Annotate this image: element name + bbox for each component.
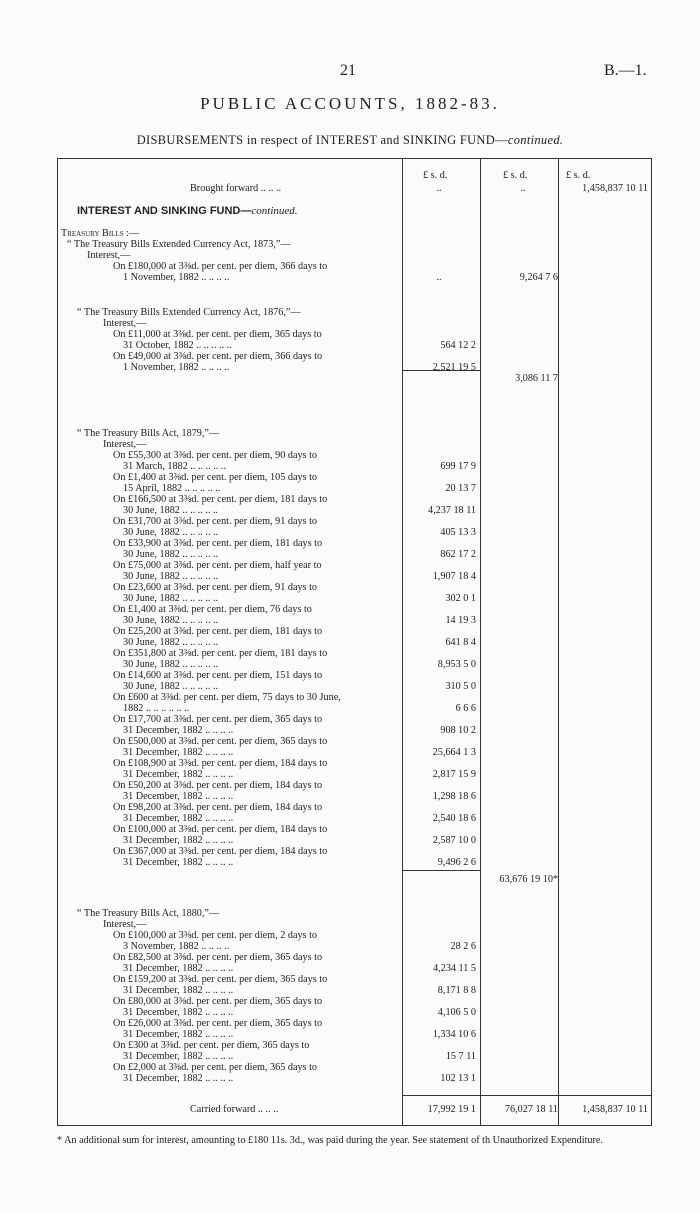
amount-c1: 9,496 2 6 [437, 857, 476, 868]
entry-line: On £2,000 at 3⅜d. per cent. per diem, 365 days to [113, 1062, 317, 1073]
entry-line: 30 June, 1882 .. .. .. .. .. [123, 549, 219, 560]
entry-line: “ The Treasury Bills Act, 1879,”— [77, 428, 220, 439]
footnote: * An additional sum for interest, amounting to £180 11s. 3d., was paid during the year. See statement of th Unauthorized Expenditure. [57, 1135, 603, 1146]
entry-line: 30 June, 1882 .. .. .. .. .. [123, 681, 219, 692]
entry-line: On £180,000 at 3⅜d. per cent. per diem, 366 days to [113, 261, 328, 272]
amount-c1: 14 19 3 [445, 615, 476, 626]
entry-line: On £49,000 at 3⅜d. per cent. per diem, 366 days to [113, 351, 323, 362]
amount-c1: 302 0 1 [445, 593, 476, 604]
entry-line: On £82,500 at 3⅜d. per cent. per diem, 365 days to [113, 952, 323, 963]
entry-line: 30 June, 1882 .. .. .. .. .. [123, 593, 219, 604]
entry-line: On £300 at 3⅜d. per cent. per diem, 365 days to [113, 1040, 310, 1051]
amount-c2: 9,264 7 6 [519, 272, 558, 283]
amount-c1: 862 17 2 [440, 549, 476, 560]
amount-c1: 699 17 9 [440, 461, 476, 472]
entry-line: 3 November, 1882 .. .. .. .. [123, 941, 230, 952]
entry-line: 30 June, 1882 .. .. .. .. .. [123, 527, 219, 538]
carried-forward-col1: 17,992 19 1 [427, 1104, 476, 1115]
amount-c1: 2,817 15 9 [432, 769, 476, 780]
page-subtitle [0, 133, 700, 148]
entry-line: 30 June, 1882 .. .. .. .. .. [123, 615, 219, 626]
entry-line: On £31,700 at 3⅜d. per cent. per diem, 91 days to [113, 516, 317, 527]
entry-line: 31 December, 1882 .. .. .. .. [123, 1007, 234, 1018]
entry-line: 31 December, 1882 .. .. .. .. [123, 1073, 234, 1084]
entry-line: 31 December, 1882 .. .. .. .. [123, 1029, 234, 1040]
entry-line: On £55,300 at 3⅜d. per cent. per diem, 90 days to [113, 450, 317, 461]
amount-c1: 405 13 3 [440, 527, 476, 538]
amount-c1: .. [436, 272, 442, 283]
amount-c1: 310 5 0 [445, 681, 476, 692]
amount-c1: 6 6 6 [455, 703, 476, 714]
amount-c1: 102 13 1 [440, 1073, 476, 1084]
entry-line: 30 June, 1882 .. .. .. .. .. [123, 571, 219, 582]
entry-line: On £367,000 at 3⅜d. per cent. per diem, 184 days to [113, 846, 328, 857]
carried-forward-label: Carried forward .. .. .. [190, 1104, 279, 1115]
amount-c2: 3,086 11 7 [515, 373, 558, 384]
entry-line: On £1,400 at 3⅜d. per cent. per diem, 105 days to [113, 472, 317, 483]
subtitle-continued: continued. [507, 133, 564, 147]
entry-line: On £159,200 at 3⅜d. per cent. per diem, 365 days to [113, 974, 328, 985]
entry-line: Interest,— [103, 439, 147, 450]
entry-line: On £17,700 at 3⅜d. per cent. per diem, 365 days to [113, 714, 323, 725]
entry-line: On £351,800 at 3⅜d. per cent. per diem, 181 days to [113, 648, 328, 659]
amount-c1: 2,540 18 6 [432, 813, 476, 824]
amount-c1: 2,587 10 0 [432, 835, 476, 846]
section-heading-continued: continued. [251, 205, 298, 217]
amount-c1: 1,298 18 6 [432, 791, 476, 802]
amount-c1: 2,521 19 5 [432, 362, 476, 373]
total-rule [402, 1095, 652, 1096]
column-rule-3 [558, 158, 559, 1126]
entry-line: Interest,— [103, 318, 147, 329]
amount-c1: 4,237 18 11 [427, 505, 476, 516]
entry-line: On £500,000 at 3⅜d. per cent. per diem, 365 days to [113, 736, 328, 747]
amount-c1: 4,106 5 0 [437, 1007, 476, 1018]
entry-line: 31 March, 1882 .. .. .. .. .. [123, 461, 226, 472]
column-header-1: £ s. d. [423, 170, 448, 181]
entry-line: 1 November, 1882 .. .. .. .. [123, 272, 230, 283]
entry-line: On £100,000 at 3⅜d. per cent. per diem, 2 days to [113, 930, 317, 941]
entry-line: 31 December, 1882 .. .. .. .. [123, 1051, 234, 1062]
entry-line: On £14,600 at 3⅜d. per cent. per diem, 151 days to [113, 670, 323, 681]
amount-c1: 25,664 1 3 [432, 747, 476, 758]
entry-line: On £50,200 at 3⅜d. per cent. per diem, 184 days to [113, 780, 323, 791]
page-number: 21 [340, 62, 356, 79]
entry-line: 15 April, 1882 .. .. .. .. .. [123, 483, 221, 494]
amount-c1: 1,334 10 6 [432, 1029, 476, 1040]
amount-c1: 28 2 6 [450, 941, 476, 952]
page-title: PUBLIC ACCOUNTS, 1882-83. [200, 94, 500, 113]
column-header-3: £ s. d. [566, 170, 591, 181]
amount-c1: 908 10 2 [440, 725, 476, 736]
amount-c1: 8,953 5 0 [437, 659, 476, 670]
amount-c1: 20 13 7 [445, 483, 476, 494]
entry-line: 30 June, 1882 .. .. .. .. .. [123, 659, 219, 670]
entry-line: 31 December, 1882 .. .. .. .. [123, 725, 234, 736]
entry-line: On £26,000 at 3⅜d. per cent. per diem, 365 days to [113, 1018, 323, 1029]
entry-line: On £108,900 at 3⅜d. per cent. per diem, 184 days to [113, 758, 328, 769]
entry-line: Treasury Bills :— [61, 228, 140, 239]
entry-line: Interest,— [87, 250, 131, 261]
entry-line: 1882 .. .. .. .. .. .. [123, 703, 190, 714]
carried-forward-col3: 1,458,837 10 11 [582, 1104, 648, 1115]
amount-c1: 15 7 11 [445, 1051, 476, 1062]
amount-c1: 8,171 8 8 [437, 985, 476, 996]
description-column [57, 158, 402, 1126]
subtotal-rule [402, 870, 480, 871]
subtitle-main: DISBURSEMENTS in respect of INTEREST and SINKING FUND— [136, 133, 508, 147]
brought-forward-col2: .. [520, 183, 526, 194]
entry-line: 31 December, 1882 .. .. .. .. [123, 791, 234, 802]
entry-line: 31 December, 1882 .. .. .. .. [123, 835, 234, 846]
entry-line: On £11,000 at 3⅜d. per cent. per diem, 365 days to [113, 329, 322, 340]
entry-line: “ The Treasury Bills Act, 1880,”— [77, 908, 220, 919]
entry-line: 30 June, 1882 .. .. .. .. .. [123, 637, 219, 648]
entry-line: On £98,200 at 3⅜d. per cent. per diem, 184 days to [113, 802, 323, 813]
amount-c1: 4,234 11 5 [433, 963, 476, 974]
entry-line: 31 December, 1882 .. .. .. .. [123, 963, 234, 974]
entry-line: 31 December, 1882 .. .. .. .. [123, 747, 234, 758]
entry-line: 31 December, 1882 .. .. .. .. [123, 985, 234, 996]
amount-c1: 564 12 2 [440, 340, 476, 351]
entry-line: On £23,600 at 3⅜d. per cent. per diem, 91 days to [113, 582, 317, 593]
column-rule-2 [480, 158, 481, 1126]
entry-line: On £166,500 at 3⅜d. per cent. per diem, 181 days to [113, 494, 328, 505]
entry-line: “ The Treasury Bills Extended Currency Act, 1873,”— [67, 239, 291, 250]
amount-c2: 63,676 19 10* [499, 874, 558, 885]
entry-line: 31 December, 1882 .. .. .. .. [123, 857, 234, 868]
brought-forward-col3: 1,458,837 10 11 [582, 183, 648, 194]
entry-line: On £75,000 at 3⅜d. per cent. per diem, half year to [113, 560, 322, 571]
entry-line: On £100,000 at 3⅜d. per cent. per diem, 184 days to [113, 824, 328, 835]
entry-line: On £33,900 at 3⅜d. per cent. per diem, 181 days to [113, 538, 323, 549]
amount-c1: 641 8 4 [445, 637, 476, 648]
column-header-2: £ s. d. [503, 170, 528, 181]
entry-line: On £600 at 3⅜d. per cent. per diem, 75 days to 30 June, [113, 692, 341, 703]
entry-line: Interest,— [103, 919, 147, 930]
document-reference: B.—1. [604, 62, 647, 79]
entry-line: 30 June, 1882 .. .. .. .. .. [123, 505, 219, 516]
brought-forward-col1: .. [436, 183, 442, 194]
entry-line: On £1,400 at 3⅜d. per cent. per diem, 76 days to [113, 604, 312, 615]
section-heading-main: INTEREST AND SINKING FUND— [77, 205, 252, 217]
entry-line: 1 November, 1882 .. .. .. .. [123, 362, 230, 373]
entry-line: 31 December, 1882 .. .. .. .. [123, 813, 234, 824]
entry-line: On £80,000 at 3⅜d. per cent. per diem, 365 days to [113, 996, 323, 1007]
entry-line: On £25,200 at 3⅜d. per cent. per diem, 181 days to [113, 626, 323, 637]
carried-forward-col2: 76,027 18 11 [504, 1104, 558, 1115]
entry-line: “ The Treasury Bills Extended Currency Act, 1876,”— [77, 307, 301, 318]
brought-forward-label: Brought forward .. .. .. [190, 183, 282, 194]
entry-line: 31 October, 1882 .. .. .. .. .. [123, 340, 232, 351]
amount-c1: 1,907 18 4 [432, 571, 476, 582]
entry-line: 31 December, 1882 .. .. .. .. [123, 769, 234, 780]
